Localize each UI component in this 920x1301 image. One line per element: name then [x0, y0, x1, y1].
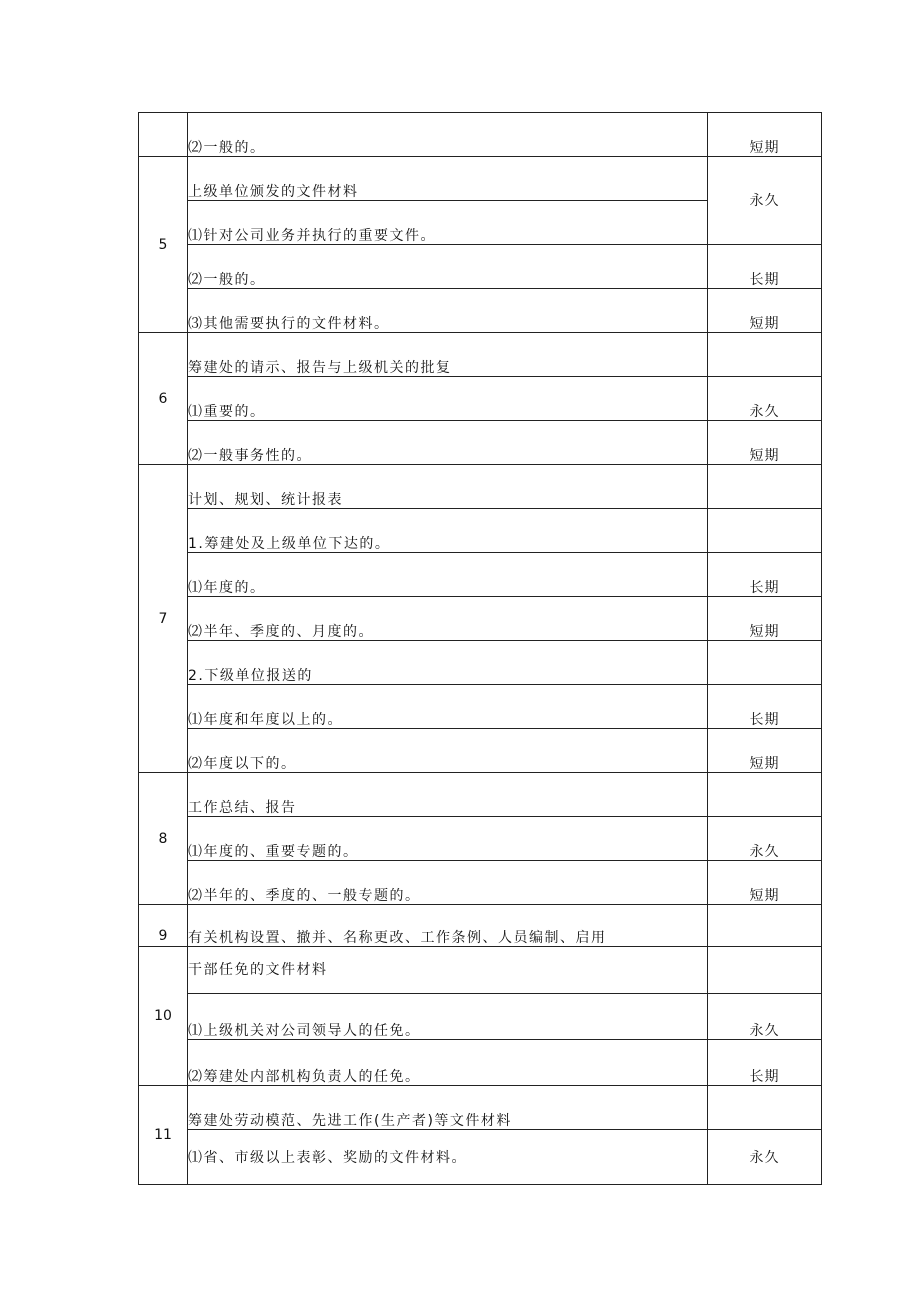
- table-row: [139, 509, 822, 553]
- category-number-cell: [139, 113, 188, 157]
- table-row: [139, 1130, 822, 1185]
- table-row: [139, 994, 822, 1040]
- retention-period-cell: 短期: [708, 113, 822, 157]
- table-row: [139, 597, 822, 641]
- retention-period-cell: 永久: [708, 994, 822, 1040]
- retention-period-cell: 短期: [708, 597, 822, 641]
- table-row: [139, 289, 822, 333]
- table-row: [139, 553, 822, 597]
- table-row: [139, 377, 822, 421]
- item-cell: 干部任免的文件材料: [188, 947, 708, 994]
- table-row: [139, 157, 822, 201]
- category-number-cell: 9: [139, 905, 188, 947]
- retention-period-cell: 长期: [708, 685, 822, 729]
- retention-period-cell: 长期: [708, 1040, 822, 1086]
- item-cell: 计划、规划、统计报表: [188, 465, 708, 509]
- retention-period-cell: 永久: [708, 377, 822, 421]
- item-cell: ⑴重要的。: [188, 377, 708, 421]
- table-row: [139, 1040, 822, 1086]
- retention-period-cell: 短期: [708, 289, 822, 333]
- table-row: [139, 817, 822, 861]
- item-cell: ⑴年度的。: [188, 553, 708, 597]
- retention-schedule-table: [138, 112, 822, 1185]
- item-cell: ⑴上级机关对公司领导人的任免。: [188, 994, 708, 1040]
- table-row: [139, 685, 822, 729]
- item-cell: ⑵半年的、季度的、一般专题的。: [188, 861, 708, 905]
- category-number-cell: 7: [139, 465, 188, 773]
- retention-period-cell: 短期: [708, 861, 822, 905]
- item-cell: 2.下级单位报送的: [188, 641, 708, 685]
- retention-period-cell: [708, 1086, 822, 1130]
- retention-period-cell: 长期: [708, 553, 822, 597]
- item-cell: ⑵半年、季度的、月度的。: [188, 597, 708, 641]
- table-row: [139, 245, 822, 289]
- item-cell: ⑵年度以下的。: [188, 729, 708, 773]
- item-cell: 1.筹建处及上级单位下达的。: [188, 509, 708, 553]
- table-row: [139, 641, 822, 685]
- item-cell: 上级单位颁发的文件材料: [188, 157, 708, 201]
- retention-period-cell: 永久: [708, 1130, 822, 1185]
- category-number-cell: 11: [139, 1086, 188, 1185]
- table-row: [139, 729, 822, 773]
- item-cell: ⑶其他需要执行的文件材料。: [188, 289, 708, 333]
- table-row: [139, 947, 822, 994]
- retention-period-cell: 短期: [708, 729, 822, 773]
- item-cell: 筹建处的请示、报告与上级机关的批复: [188, 333, 708, 377]
- item-cell: ⑴年度的、重要专题的。: [188, 817, 708, 861]
- item-cell: 工作总结、报告: [188, 773, 708, 817]
- category-number-cell: 8: [139, 773, 188, 905]
- table-row: [139, 113, 822, 157]
- table-row: [139, 773, 822, 817]
- item-cell: ⑵一般事务性的。: [188, 421, 708, 465]
- table-row: [139, 421, 822, 465]
- table-row: [139, 1086, 822, 1130]
- retention-period-cell: 永久: [708, 817, 822, 861]
- item-cell: 筹建处劳动模范、先进工作(生产者)等文件材料: [188, 1086, 708, 1130]
- category-number-cell: 10: [139, 947, 188, 1086]
- retention-period-cell: [708, 905, 822, 947]
- retention-period-cell: [708, 641, 822, 685]
- retention-period-cell: [708, 333, 822, 377]
- item-cell: ⑴年度和年度以上的。: [188, 685, 708, 729]
- retention-period-cell: 短期: [708, 421, 822, 465]
- item-cell: ⑵一般的。: [188, 113, 708, 157]
- retention-period-cell: 长期: [708, 245, 822, 289]
- item-cell: ⑴省、市级以上表彰、奖励的文件材料。: [188, 1130, 708, 1185]
- category-number-cell: 5: [139, 157, 188, 333]
- item-cell: ⑴针对公司业务并执行的重要文件。: [188, 201, 708, 245]
- table-row: [139, 333, 822, 377]
- retention-period-cell: 永久: [708, 157, 822, 245]
- table-row: [139, 861, 822, 905]
- item-cell: ⑵筹建处内部机构负责人的任免。: [188, 1040, 708, 1086]
- item-cell: ⑵一般的。: [188, 245, 708, 289]
- item-cell: 有关机构设置、撤并、名称更改、工作条例、人员编制、启用: [188, 905, 708, 947]
- retention-period-cell: [708, 947, 822, 994]
- table-row: [139, 905, 822, 947]
- retention-period-cell: [708, 773, 822, 817]
- retention-period-cell: [708, 465, 822, 509]
- table-row: [139, 465, 822, 509]
- category-number-cell: 6: [139, 333, 188, 465]
- retention-period-cell: [708, 509, 822, 553]
